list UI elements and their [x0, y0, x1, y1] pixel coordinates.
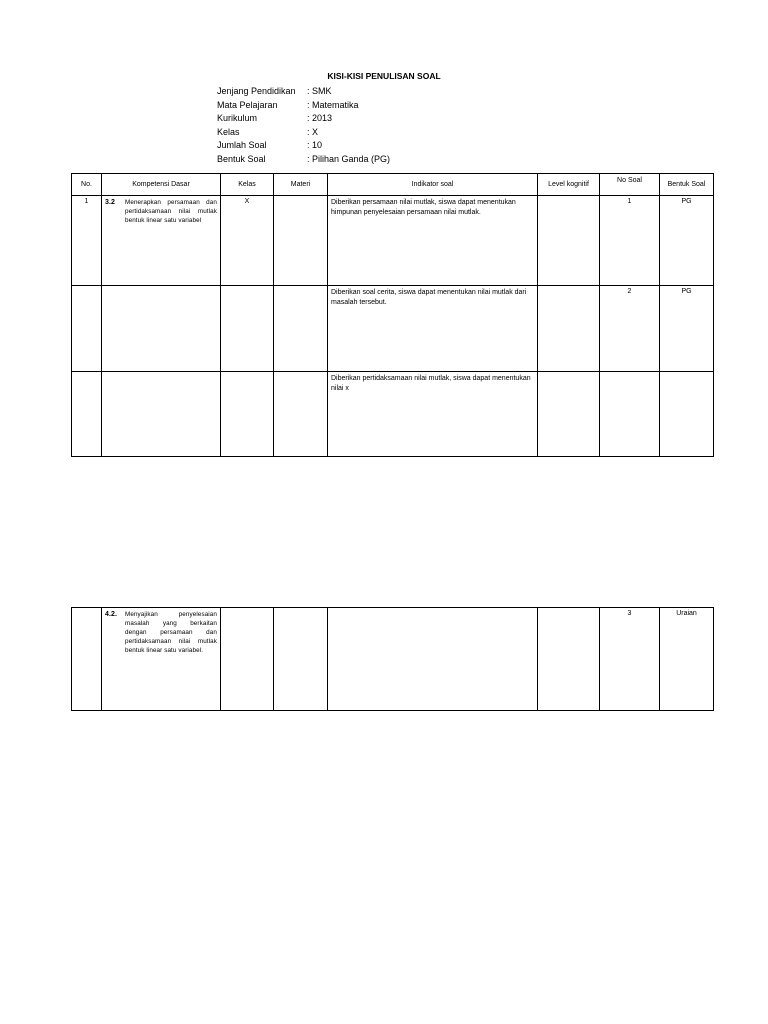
kd-number: 3.2: [105, 199, 116, 206]
kd-text: Menerapkan persamaan dan pertidaksamaan nilai mutlak bentuk linear satu variabel: [125, 199, 217, 224]
kd-number: 4.2.: [105, 611, 118, 618]
cell-kelas: X: [221, 196, 274, 286]
cell-no: [72, 286, 102, 372]
cell-no-soal: 2: [600, 286, 660, 372]
header-kompetensi: Kompetensi Dasar: [102, 174, 221, 196]
header-kelas: Kelas: [221, 174, 274, 196]
meta-value: : SMK: [307, 86, 332, 96]
meta-row-jumlah: [217, 139, 390, 153]
table-header-row: [72, 174, 714, 196]
cell-kompetensi: [102, 372, 221, 457]
cell-bentuk: Uraian: [660, 608, 714, 711]
cell-level: [538, 372, 600, 457]
table-row: [72, 372, 714, 457]
cell-bentuk: PG: [660, 196, 714, 286]
cell-no: [72, 372, 102, 457]
table-row: [72, 286, 714, 372]
cell-kompetensi: [102, 196, 221, 286]
table-row: [72, 196, 714, 286]
cell-no-soal: 3: [600, 608, 660, 711]
cell-indikator: Diberikan soal cerita, siswa dapat menentukan nilai mutlak dari masalah tersebut.: [328, 286, 538, 372]
cell-level: [538, 608, 600, 711]
header-bentuk: Bentuk Soal: [660, 174, 714, 196]
header-level: Level kognitif: [538, 174, 600, 196]
meta-row-mapel: [217, 99, 390, 113]
meta-value: : Matematika: [307, 99, 359, 110]
meta-label: Jumlah Soal: [217, 140, 267, 151]
meta-value: : Pilihan Ganda (PG): [307, 153, 391, 164]
meta-label: Mata Pelajaran: [217, 99, 278, 110]
meta-row-kelas: [217, 126, 390, 140]
cell-bentuk: PG: [660, 286, 714, 372]
cell-indikator: [328, 608, 538, 711]
meta-value: : X: [307, 126, 319, 137]
kd-text: Menyajikan penyelesaian masalah yang berkaitan dengan persamaan dan pertidaksamaan nilai mutlak bentuk linear satu variabel.: [125, 611, 217, 654]
meta-label: Bentuk Soal: [217, 153, 266, 164]
table-row: [72, 608, 714, 711]
meta-label: Kelas: [217, 126, 240, 137]
meta-row-bentuk: [217, 153, 390, 167]
cell-materi: [274, 196, 328, 286]
cell-no: 1: [72, 196, 102, 286]
document-title: KISI-KISI PENULISAN SOAL: [327, 71, 441, 81]
meta-value: : 2013: [307, 113, 333, 124]
cell-kompetensi: [102, 286, 221, 372]
cell-no-soal: 1: [600, 196, 660, 286]
meta-label: Jenjang Pendidikan: [217, 86, 296, 96]
cell-no-soal: [600, 372, 660, 457]
header-materi: Materi: [274, 174, 328, 196]
cell-kompetensi: [102, 608, 221, 711]
cell-indikator: Diberikan pertidaksamaan nilai mutlak, siswa dapat menentukan nilai x: [328, 372, 538, 457]
document-meta: [217, 85, 390, 167]
header-indikator: Indikator soal: [328, 174, 538, 196]
cell-level: [538, 286, 600, 372]
cell-kelas: [221, 372, 274, 457]
meta-row-jenjang: [217, 85, 390, 99]
cell-materi: [274, 608, 328, 711]
header-no-soal: No Soal: [600, 174, 660, 196]
cell-kelas: [221, 286, 274, 372]
header-no: No.: [72, 174, 102, 196]
cell-level: [538, 196, 600, 286]
cell-bentuk: [660, 372, 714, 457]
meta-label: Kurikulum: [217, 113, 258, 124]
cell-no: [72, 608, 102, 711]
cell-materi: [274, 286, 328, 372]
meta-row-kurikulum: [217, 112, 390, 126]
meta-value: : 10: [307, 140, 323, 151]
kisi-kisi-table-continued: [71, 607, 714, 711]
cell-indikator: Diberikan persamaan nilai mutlak, siswa dapat menentukan himpunan penyelesaian persamaan nilai mutlak.: [328, 196, 538, 286]
cell-materi: [274, 372, 328, 457]
kisi-kisi-table: [71, 173, 714, 457]
cell-kelas: [221, 608, 274, 711]
